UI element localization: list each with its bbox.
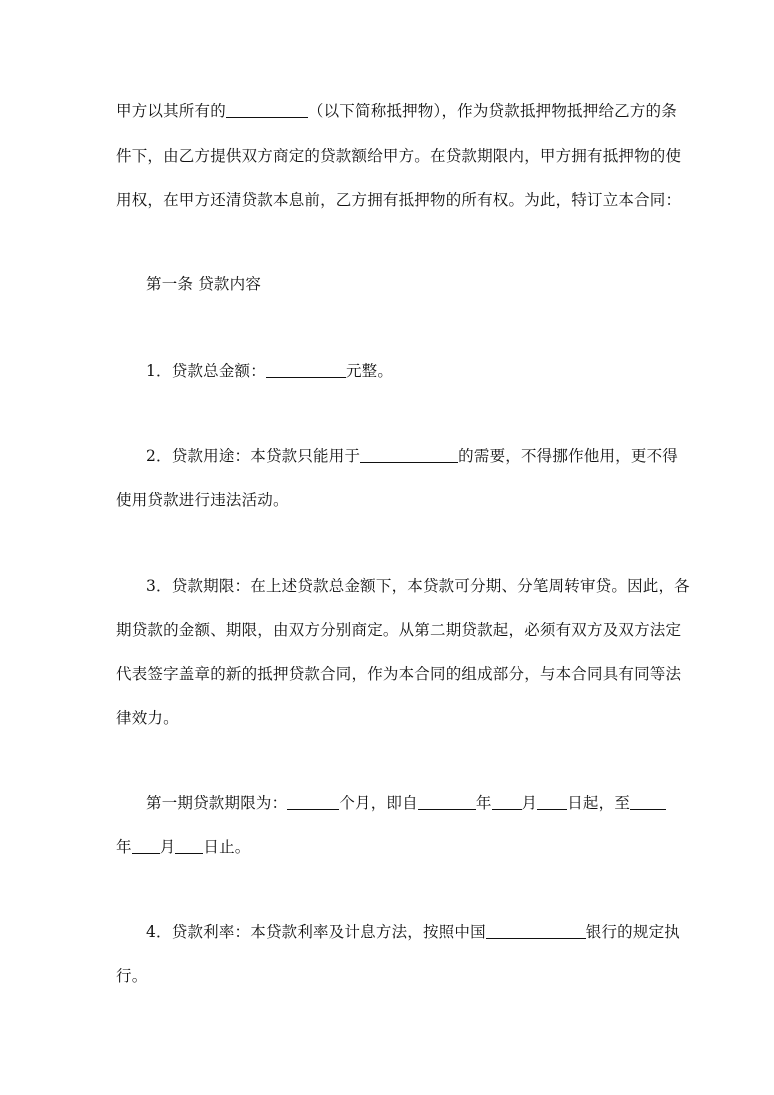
item-3-line-4: 律效力。 <box>116 709 179 727</box>
item-4-line-1 <box>146 922 680 942</box>
item-3-line-3: 代表签字盖章的新的抵押贷款合同，作为本合同的组成部分，与本合同具有同等法 <box>116 665 682 683</box>
intro-text-1a: 甲方以其所有的 <box>116 102 226 120</box>
start-month-blank <box>492 794 522 810</box>
loan-amount-blank <box>266 362 346 378</box>
bank-name-blank <box>486 923 586 939</box>
item-4-line-2: 行。 <box>116 967 148 985</box>
start-day-blank <box>537 794 567 810</box>
item-2-line-1 <box>146 446 678 466</box>
first-period-text-c: 年 <box>475 794 492 812</box>
first-period-text-e: 日起，至 <box>567 794 631 812</box>
end-day-blank <box>175 838 203 854</box>
first-period-text-a: 第一期贷款期限为： <box>146 794 288 812</box>
end-month-blank <box>132 838 160 854</box>
item-2-line-2: 使用贷款进行违法活动。 <box>116 491 289 509</box>
first-period-text-b: 个月，即自 <box>339 794 418 812</box>
item-2-text-b: 的需要，不得挪作他用，更不得 <box>458 447 678 465</box>
first-period-line-1 <box>146 793 666 813</box>
months-blank <box>287 794 339 810</box>
article-1-title: 第一条 贷款内容 <box>146 275 262 293</box>
first-period-text-f: 年 <box>116 838 132 856</box>
first-period-line-2 <box>116 837 251 857</box>
item-1-text-a: 1．贷款总金额： <box>146 362 266 380</box>
intro-text-1b: （以下简称抵押物），作为贷款抵押物抵押给乙方的条 <box>307 102 677 120</box>
item-3-line-1: 3．贷款期限：在上述贷款总金额下，本贷款可分期、分笔周转审贷。因此，各 <box>146 577 690 595</box>
loan-purpose-blank <box>360 447 458 463</box>
item-4-text-b: 银行的规定执 <box>585 923 680 941</box>
first-period-text-h: 日止。 <box>203 838 251 856</box>
first-period-text-g: 月 <box>159 838 176 856</box>
intro-line-1 <box>116 101 677 121</box>
item-4-text-a: 4．贷款利率：本贷款利率及计息方法，按照中国 <box>146 923 486 941</box>
item-3-line-2: 期贷款的金额、期限，由双方分别商定。从第二期贷款起，必须有双方及双方法定 <box>116 621 682 639</box>
intro-line-3: 用权，在甲方还清贷款本息前，乙方拥有抵押物的所有权。为此，特订立本合同： <box>116 191 682 209</box>
item-2-text-a: 2．贷款用途：本贷款只能用于 <box>146 447 361 465</box>
first-period-text-d: 月 <box>521 794 538 812</box>
item-1-line <box>146 361 393 381</box>
collateral-blank <box>226 102 308 118</box>
start-year-blank <box>418 794 476 810</box>
intro-line-2: 件下，由乙方提供双方商定的贷款额给甲方。在贷款期限内，甲方拥有抵押物的使 <box>116 147 682 165</box>
end-year-blank <box>630 794 666 810</box>
item-1-text-b: 元整。 <box>345 362 394 380</box>
